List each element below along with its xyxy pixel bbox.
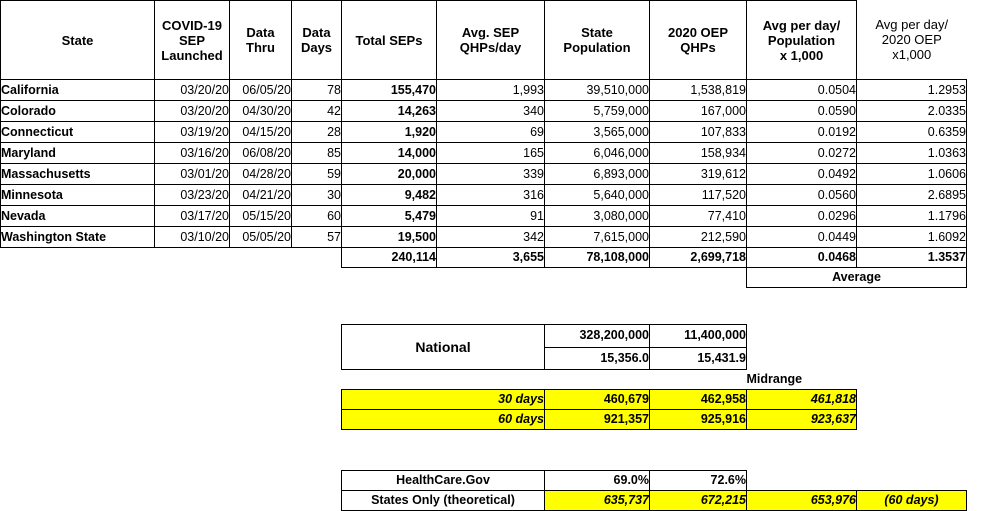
so-spacer-3 <box>230 491 292 511</box>
states-only-midrange: 653,976 <box>747 491 857 511</box>
header-oep-l2: QHPs <box>680 40 716 55</box>
cell-data-days: 28 <box>292 122 342 143</box>
header-state-pop-l2: Population <box>563 40 631 55</box>
mid-spacer-1 <box>1 370 155 390</box>
m30-spacer-10 <box>857 390 967 410</box>
avg-spacer-3 <box>230 268 292 288</box>
header-state-population <box>545 1 650 80</box>
header-avg-sep-per-day <box>437 1 545 80</box>
totals-oep-qhps: 2,699,718 <box>650 248 747 268</box>
midrange-60-label: 60 days <box>342 410 545 430</box>
header-data-thru <box>230 1 292 80</box>
cell-oep-qhps: 158,934 <box>650 143 747 164</box>
midrange-60-midrange: 923,637 <box>747 410 857 430</box>
cell-sep-launched: 03/10/20 <box>155 227 230 248</box>
so-spacer-1 <box>1 491 155 511</box>
midrange-60-oep-based: 925,916 <box>650 410 747 430</box>
hc-spacer-9 <box>747 471 857 491</box>
healthcare-label: HealthCare.Gov <box>342 471 545 491</box>
cell-avg-sep-per-day: 316 <box>437 185 545 206</box>
midrange-row <box>1 410 967 430</box>
states-only-pop-based: 635,737 <box>545 491 650 511</box>
m60-spacer-10 <box>857 410 967 430</box>
cell-oep-qhps: 319,612 <box>650 164 747 185</box>
table-row <box>1 227 967 248</box>
header-avg-pop-l3: x 1,000 <box>779 47 824 63</box>
so-spacer-4 <box>292 491 342 511</box>
blank-row <box>1 430 967 453</box>
avg-spacer-1 <box>1 268 155 288</box>
cell-data-days: 57 <box>292 227 342 248</box>
totals-spacer-4 <box>292 248 342 268</box>
header-data-thru-l1: Data <box>246 25 275 40</box>
cell-avg-per-day-population: 0.0590 <box>747 101 857 122</box>
totals-avg-per-day-population: 0.0468 <box>747 248 857 268</box>
mid-spacer-3 <box>230 370 292 390</box>
midrange-row <box>1 390 967 410</box>
cell-state-population: 3,080,000 <box>545 206 650 227</box>
header-oep-qhps <box>650 1 747 80</box>
cell-total-seps: 155,470 <box>342 80 437 101</box>
cell-total-seps: 14,263 <box>342 101 437 122</box>
table-row <box>1 206 967 227</box>
header-avg-per-day-population <box>747 1 857 80</box>
cell-oep-qhps: 167,000 <box>650 101 747 122</box>
midrange-30-pop-based: 460,679 <box>545 390 650 410</box>
avg-spacer-5 <box>342 268 437 288</box>
header-oep-l1: 2020 OEP <box>668 25 728 40</box>
header-data-thru-l2: Thru <box>246 40 275 55</box>
cell-avg-sep-per-day: 340 <box>437 101 545 122</box>
m60-spacer-3 <box>230 410 292 430</box>
cell-data-thru: 05/15/20 <box>230 206 292 227</box>
totals-state-population: 78,108,000 <box>545 248 650 268</box>
cell-total-seps: 1,920 <box>342 122 437 143</box>
cell-avg-per-day-oep: 1.0363 <box>857 143 967 164</box>
totals-total-seps: 240,114 <box>342 248 437 268</box>
header-data-days-l2: Days <box>300 40 333 55</box>
table-row <box>1 80 967 101</box>
healthcare-pct-population: 69.0% <box>545 471 650 491</box>
avg-spacer-4 <box>292 268 342 288</box>
totals-spacer-2 <box>155 248 230 268</box>
cell-avg-sep-per-day: 165 <box>437 143 545 164</box>
cell-data-thru: 04/28/20 <box>230 164 292 185</box>
cell-sep-launched: 03/01/20 <box>155 164 230 185</box>
national-oep-qhps: 11,400,000 <box>650 325 747 348</box>
cell-state-population: 39,510,000 <box>545 80 650 101</box>
cell-oep-qhps: 117,520 <box>650 185 747 206</box>
national-population: 328,200,000 <box>545 325 650 348</box>
cell-avg-sep-per-day: 69 <box>437 122 545 143</box>
cell-avg-per-day-population: 0.0492 <box>747 164 857 185</box>
cell-total-seps: 9,482 <box>342 185 437 206</box>
midrange-label: Midrange <box>746 371 803 386</box>
header-sep-launched-l2: SEP <box>178 32 205 48</box>
cell-oep-qhps: 1,538,819 <box>650 80 747 101</box>
healthcare-pct-oep: 72.6% <box>650 471 747 491</box>
nat-spacer-2 <box>155 325 230 348</box>
cell-state-population: 5,640,000 <box>545 185 650 206</box>
cell-avg-per-day-oep: 0.6359 <box>857 122 967 143</box>
table-header-row <box>1 1 967 80</box>
midrange-60-pop-based: 921,357 <box>545 410 650 430</box>
cell-avg-per-day-population: 0.0560 <box>747 185 857 206</box>
cell-data-days: 59 <box>292 164 342 185</box>
totals-avg-per-day-oep: 1.3537 <box>857 248 967 268</box>
totals-avg-sep-per-day: 3,655 <box>437 248 545 268</box>
cell-state: Colorado <box>1 101 155 122</box>
m30-spacer-2 <box>155 390 230 410</box>
cell-avg-per-day-population: 0.0296 <box>747 206 857 227</box>
midrange-30-label: 30 days <box>342 390 545 410</box>
header-avg-pop-l2: Population <box>767 32 836 48</box>
blank-row <box>1 288 967 311</box>
table-row <box>1 164 967 185</box>
mid-spacer-8 <box>650 370 747 390</box>
header-state <box>1 1 155 80</box>
cell-avg-sep-per-day: 342 <box>437 227 545 248</box>
cell-avg-per-day-population: 0.0272 <box>747 143 857 164</box>
nat-spacer-10 <box>857 325 967 348</box>
header-avg-oep-l3: x1,000 <box>892 47 932 63</box>
cell-sep-launched: 03/23/20 <box>155 185 230 206</box>
hc-spacer-10 <box>857 471 967 491</box>
totals-spacer-1 <box>1 248 155 268</box>
mid-spacer-5 <box>342 370 437 390</box>
hc-spacer-4 <box>292 471 342 491</box>
cell-sep-launched: 03/19/20 <box>155 122 230 143</box>
header-state-label: State <box>61 32 94 48</box>
cell-avg-per-day-population: 0.0449 <box>747 227 857 248</box>
cell-total-seps: 5,479 <box>342 206 437 227</box>
cell-sep-launched: 03/20/20 <box>155 80 230 101</box>
cell-state: Minnesota <box>1 185 155 206</box>
states-only-days-note: (60 days) <box>857 491 967 511</box>
header-avg-oep-l1: Avg per day/ <box>875 17 949 33</box>
national-per-population: 15,356.0 <box>545 347 650 370</box>
m60-spacer-1 <box>1 410 155 430</box>
so-spacer-2 <box>155 491 230 511</box>
national-label: National <box>342 325 545 370</box>
totals-row <box>1 248 967 268</box>
mid-spacer-6 <box>437 370 545 390</box>
cell-total-seps: 20,000 <box>342 164 437 185</box>
cell-state: Washington State <box>1 227 155 248</box>
cell-state-population: 6,046,000 <box>545 143 650 164</box>
healthcare-pct-row <box>1 471 967 491</box>
nat-spacer-1 <box>1 325 155 348</box>
cell-avg-per-day-population: 0.0504 <box>747 80 857 101</box>
cell-state: Maryland <box>1 143 155 164</box>
cell-total-seps: 19,500 <box>342 227 437 248</box>
mid-spacer-7 <box>545 370 650 390</box>
nat-spacer-3 <box>230 325 292 348</box>
nat2-spacer-2 <box>155 347 230 370</box>
cell-state-population: 6,893,000 <box>545 164 650 185</box>
m30-spacer-1 <box>1 390 155 410</box>
cell-oep-qhps: 107,833 <box>650 122 747 143</box>
cell-avg-per-day-oep: 1.0606 <box>857 164 967 185</box>
mid-spacer-10 <box>857 370 967 390</box>
mid-spacer-2 <box>155 370 230 390</box>
midrange-30-oep-based: 462,958 <box>650 390 747 410</box>
midrange-label-row <box>1 370 967 390</box>
cell-sep-launched: 03/20/20 <box>155 101 230 122</box>
national-row-1 <box>1 325 967 348</box>
header-avg-sep-l2: QHPs/day <box>459 40 522 55</box>
header-sep-launched-l3: Launched <box>161 47 223 63</box>
national-per-oep: 15,431.9 <box>650 347 747 370</box>
cell-data-days: 30 <box>292 185 342 206</box>
cell-data-days: 60 <box>292 206 342 227</box>
nat2-spacer-9 <box>747 347 857 370</box>
average-label: Average <box>747 268 967 288</box>
table-row <box>1 185 967 206</box>
header-avg-per-day-oep <box>857 1 967 80</box>
m30-spacer-3 <box>230 390 292 410</box>
cell-state: Nevada <box>1 206 155 227</box>
cell-data-days: 85 <box>292 143 342 164</box>
cell-state: Massachusetts <box>1 164 155 185</box>
states-only-oep-based: 672,215 <box>650 491 747 511</box>
nat-spacer-9 <box>747 325 857 348</box>
blank-row <box>1 452 967 471</box>
header-avg-pop-l1: Avg per day/ <box>762 17 841 33</box>
cell-total-seps: 14,000 <box>342 143 437 164</box>
cell-sep-launched: 03/16/20 <box>155 143 230 164</box>
totals-spacer-3 <box>230 248 292 268</box>
cell-avg-sep-per-day: 1,993 <box>437 80 545 101</box>
hc-spacer-3 <box>230 471 292 491</box>
cell-state-population: 7,615,000 <box>545 227 650 248</box>
cell-avg-sep-per-day: 91 <box>437 206 545 227</box>
avg-spacer-7 <box>545 268 650 288</box>
cell-state: California <box>1 80 155 101</box>
header-total-seps-label: Total SEPs <box>355 32 423 48</box>
average-label-row <box>1 268 967 288</box>
avg-spacer-6 <box>437 268 545 288</box>
blank-row <box>1 310 967 325</box>
cell-avg-per-day-population: 0.0192 <box>747 122 857 143</box>
table-row <box>1 122 967 143</box>
cell-avg-per-day-oep: 1.1796 <box>857 206 967 227</box>
hc-spacer-1 <box>1 471 155 491</box>
cell-data-thru: 06/08/20 <box>230 143 292 164</box>
cell-avg-per-day-oep: 2.0335 <box>857 101 967 122</box>
hc-spacer-2 <box>155 471 230 491</box>
midrange-30-midrange: 461,818 <box>747 390 857 410</box>
cell-oep-qhps: 212,590 <box>650 227 747 248</box>
m60-spacer-4 <box>292 410 342 430</box>
header-avg-sep-l1: Avg. SEP <box>461 25 520 40</box>
header-avg-oep-l2: 2020 OEP <box>881 32 942 48</box>
cell-data-thru: 04/30/20 <box>230 101 292 122</box>
cell-avg-sep-per-day: 339 <box>437 164 545 185</box>
cell-state-population: 5,759,000 <box>545 101 650 122</box>
header-sep-launched <box>155 1 230 80</box>
avg-spacer-2 <box>155 268 230 288</box>
cell-avg-per-day-oep: 1.6092 <box>857 227 967 248</box>
cell-avg-per-day-oep: 1.2953 <box>857 80 967 101</box>
cell-sep-launched: 03/17/20 <box>155 206 230 227</box>
header-sep-launched-l1: COVID-19 <box>162 17 222 33</box>
nat2-spacer-1 <box>1 347 155 370</box>
table-row <box>1 143 967 164</box>
cell-data-thru: 06/05/20 <box>230 80 292 101</box>
m60-spacer-2 <box>155 410 230 430</box>
cell-state: Connecticut <box>1 122 155 143</box>
m30-spacer-4 <box>292 390 342 410</box>
cell-data-thru: 04/15/20 <box>230 122 292 143</box>
cell-state-population: 3,565,000 <box>545 122 650 143</box>
mid-spacer-4 <box>292 370 342 390</box>
cell-data-thru: 05/05/20 <box>230 227 292 248</box>
header-total-seps <box>342 1 437 80</box>
header-data-days-l1: Data <box>302 25 331 40</box>
header-data-days <box>292 1 342 80</box>
nat2-spacer-10 <box>857 347 967 370</box>
nat2-spacer-4 <box>292 347 342 370</box>
nat2-spacer-3 <box>230 347 292 370</box>
avg-spacer-8 <box>650 268 747 288</box>
cell-data-thru: 04/21/20 <box>230 185 292 206</box>
cell-oep-qhps: 77,410 <box>650 206 747 227</box>
nat-spacer-4 <box>292 325 342 348</box>
cell-data-days: 42 <box>292 101 342 122</box>
states-only-row <box>1 491 967 511</box>
cell-avg-per-day-oep: 2.6895 <box>857 185 967 206</box>
cell-data-days: 78 <box>292 80 342 101</box>
states-only-label: States Only (theoretical) <box>342 491 545 511</box>
header-state-pop-l1: State <box>581 25 613 40</box>
table-row <box>1 101 967 122</box>
